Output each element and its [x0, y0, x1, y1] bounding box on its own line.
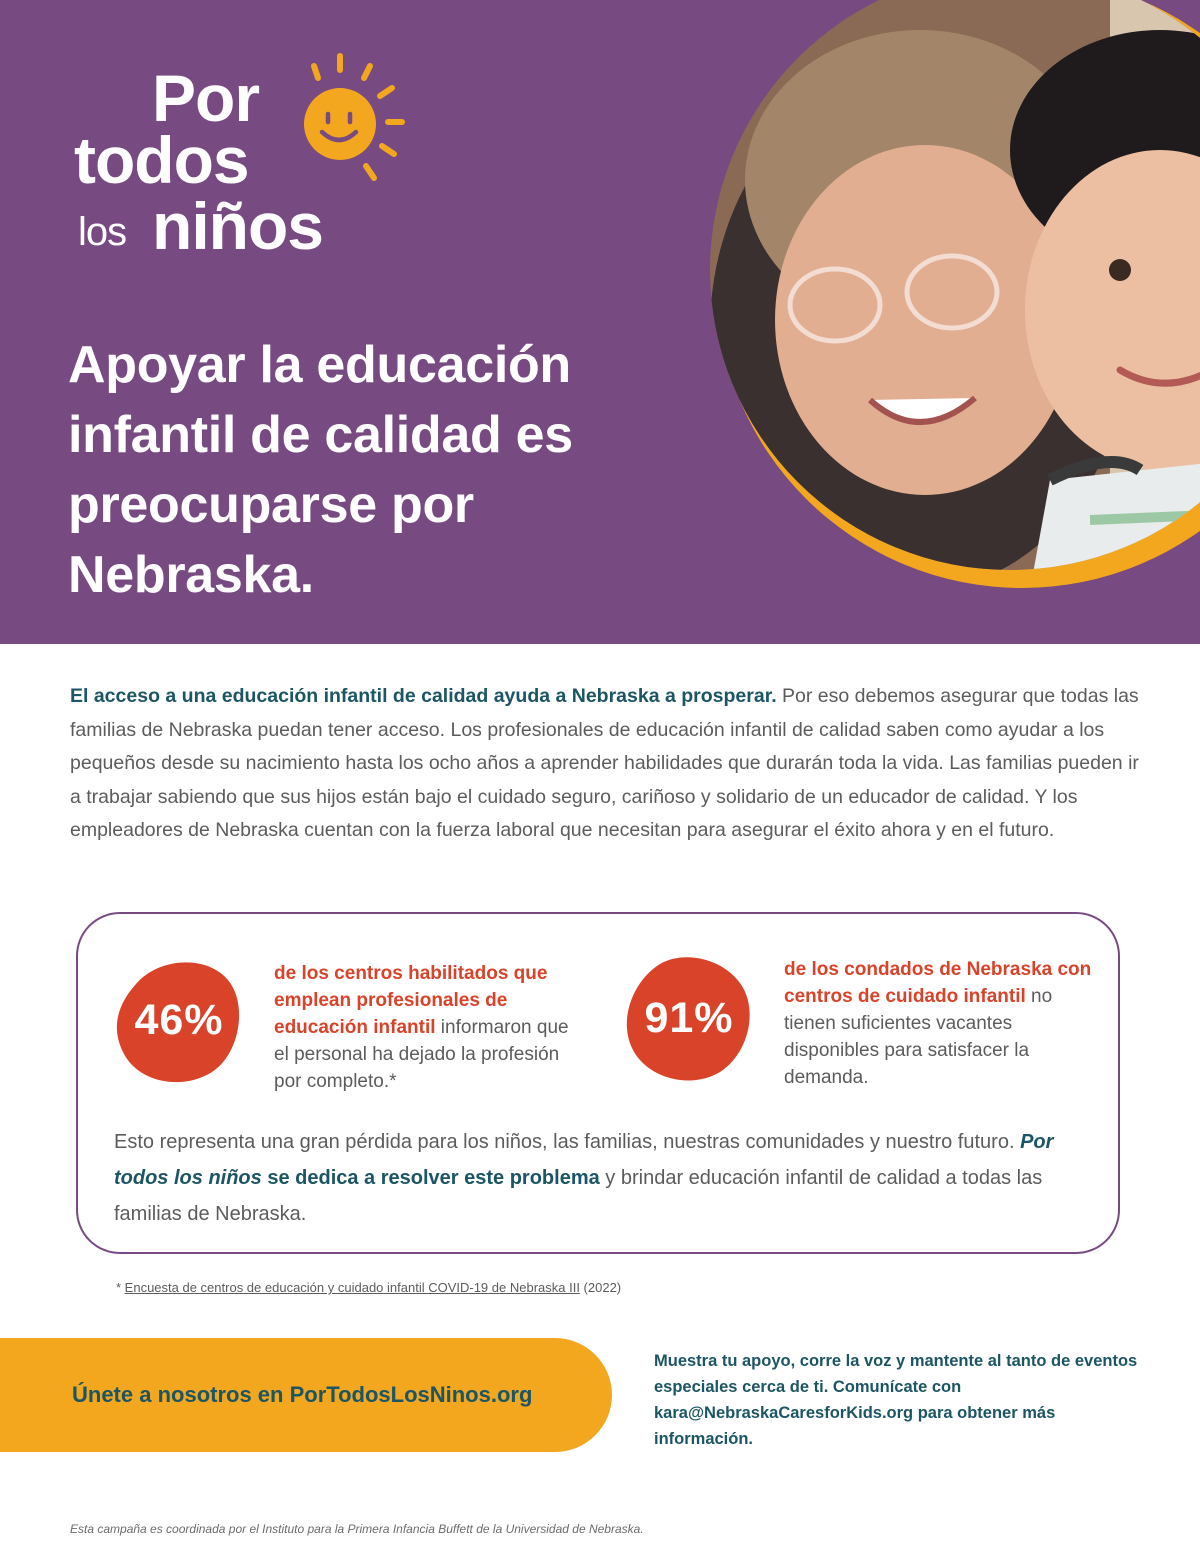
summary-part2: y brindar educación infantil de calidad a todas las familias de Nebraska. [114, 1167, 1043, 1225]
contact-info-text: Muestra tu apoyo, corre la voz y mantente al tanto de eventos especiales cerca de ti. Comunícate con kara@NebraskaCaresforKids.org para obtener más información. [654, 1352, 1138, 1448]
logo-word-todos: todos [74, 123, 249, 197]
summary-part1: Esto representa una gran pérdida para los niños, las familias, nuestras comunidades y nuestro futuro. [114, 1131, 1021, 1153]
survey-source-link[interactable]: Encuesta de centros de educación y cuidado infantil COVID-19 de Nebraska III [124, 1280, 580, 1295]
mother-and-child-photo [690, 0, 1200, 590]
headline: Apoyar la educación infantil de calidad es preocuparse por Nebraska. [68, 336, 573, 604]
footnote [116, 1280, 621, 1295]
campaign-credit: Esta campaña es coordinada por el Instituto para la Primera Infancia Buffett de la Universidad de Nebraska. [70, 1522, 644, 1536]
stat-91-description [784, 956, 1094, 1091]
summary-bold-phrase: se dedica a resolver este problema [261, 1167, 600, 1189]
hero-banner [0, 0, 1200, 644]
stat-46-highlight: de los centros habilitados que emplean profesionales de educación infantil [274, 963, 548, 1038]
stat-91-highlight: de los condados de Nebraska con centros de cuidado infantil [784, 959, 1092, 1007]
por-todos-los-ninos-logo [74, 60, 404, 263]
stat-91-rest: no tienen suficientes vacantes disponibles para satisfacer la demanda. [784, 986, 1053, 1088]
smiling-sun-icon [278, 52, 408, 192]
logo-word-los: los [78, 210, 127, 254]
stat-91-value: 91% [644, 994, 734, 1042]
join-us-text[interactable]: Únete a nosotros en PorTodosLosNinos.org [72, 1382, 533, 1407]
footnote-year: (2022) [579, 1280, 622, 1295]
logo-word-ninos: niños [152, 189, 323, 263]
statistics-panel [76, 912, 1120, 1254]
stat-46-description [274, 960, 574, 1095]
summary-campaign-name: Por todos los niños [114, 1131, 1054, 1189]
intro-body: Por eso debemos asegurar que todas las familias de Nebraska puedan tener acceso. Los profesionales de educación infantil de calidad saben como ayudar a los pequeños desde su nacimiento hasta los ocho años a aprender habilidades que durarán toda la vida. Las familias pueden ir a trabajar sabiendo que sus hijos están bajo el cuidado seguro, cariñoso y solidario de un educador de calidad. Y los empleadores de Nebraska cuentan con la fuerza laboral que necesitan para asegurar el éxito ahora y en el futuro. [70, 685, 1139, 842]
intro-lead: El acceso a una educación infantil de calidad ayuda a Nebraska a prosperar. [70, 685, 777, 707]
logo-word-por: Por [152, 61, 260, 135]
intro-paragraph [70, 680, 1140, 848]
stat-46-rest: informaron que el personal ha dejado la profesión por completo.* [274, 1017, 569, 1092]
footnote-marker: * [116, 1280, 125, 1295]
stat-46-value: 46% [134, 996, 224, 1044]
summary-paragraph [114, 1124, 1094, 1232]
